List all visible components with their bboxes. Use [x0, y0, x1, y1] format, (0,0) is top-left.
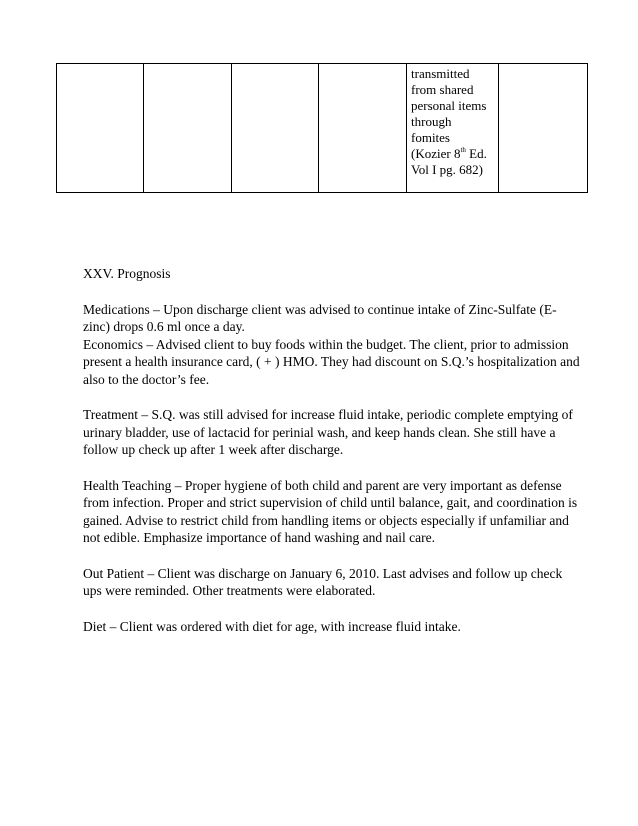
rationale-line-4: through [411, 114, 452, 129]
citation-suffix: Ed. [465, 146, 487, 161]
table-cell-3 [232, 64, 319, 193]
medications-paragraph: Medications – Upon discharge client was advised to continue intake of Zinc-Sulfate (E-zinc) drops 0.6 ml once a day. [83, 301, 557, 334]
rationale-line-5: fomites [411, 130, 450, 145]
economics-paragraph: Economics – Advised client to buy foods within the budget. The client, prior to admission present a health insurance card, ( + ) HMO. They had discount on S.Q.’s hospitalization and also to the doctor’s fee. [83, 336, 580, 387]
table-row [57, 64, 588, 193]
table-cell-2 [144, 64, 232, 193]
out-patient-paragraph: Out Patient – Client was discharge on January 6, 2010. Last advises and follow up check ups were reminded. Other treatments were elaborated. [83, 565, 563, 598]
rationale-line-1: transmitted [411, 66, 470, 81]
section-heading: XXV. Prognosis [83, 266, 171, 281]
prognosis-section [83, 265, 583, 635]
care-plan-table-continuation [56, 63, 588, 193]
citation-prefix: (Kozier 8 [411, 146, 461, 161]
treatment-paragraph: Treatment – S.Q. was still advised for increase fluid intake, periodic complete emptying of urinary bladder, use of lactacid for perinial wash, and keep hands clean. She still have a follow up check up after 1 week after discharge. [83, 407, 573, 457]
care-plan-table [56, 63, 588, 193]
citation-line-2: Vol I pg. 682) [411, 162, 483, 177]
rationale-cell [407, 64, 499, 193]
diet-paragraph: Diet – Client was ordered with diet for age, with increase fluid intake. [83, 618, 461, 634]
rationale-line-2: from shared [411, 82, 474, 97]
citation-line-1 [411, 146, 494, 162]
table-cell-1 [57, 64, 144, 193]
table-cell-6 [499, 64, 588, 193]
rationale-line-3: personal items [411, 98, 487, 113]
citation-superscript: th [460, 146, 466, 154]
health-teaching-paragraph: Health Teaching – Proper hygiene of both child and parent are very important as defense from infection. Proper and strict supervision of child until balance, gait, and coordination is gained. Advise to restrict child from handling items or objects especially if unfamiliar and not edible. Emphasize importance of hand washing and nail care. [83, 477, 578, 545]
table-cell-4 [319, 64, 407, 193]
